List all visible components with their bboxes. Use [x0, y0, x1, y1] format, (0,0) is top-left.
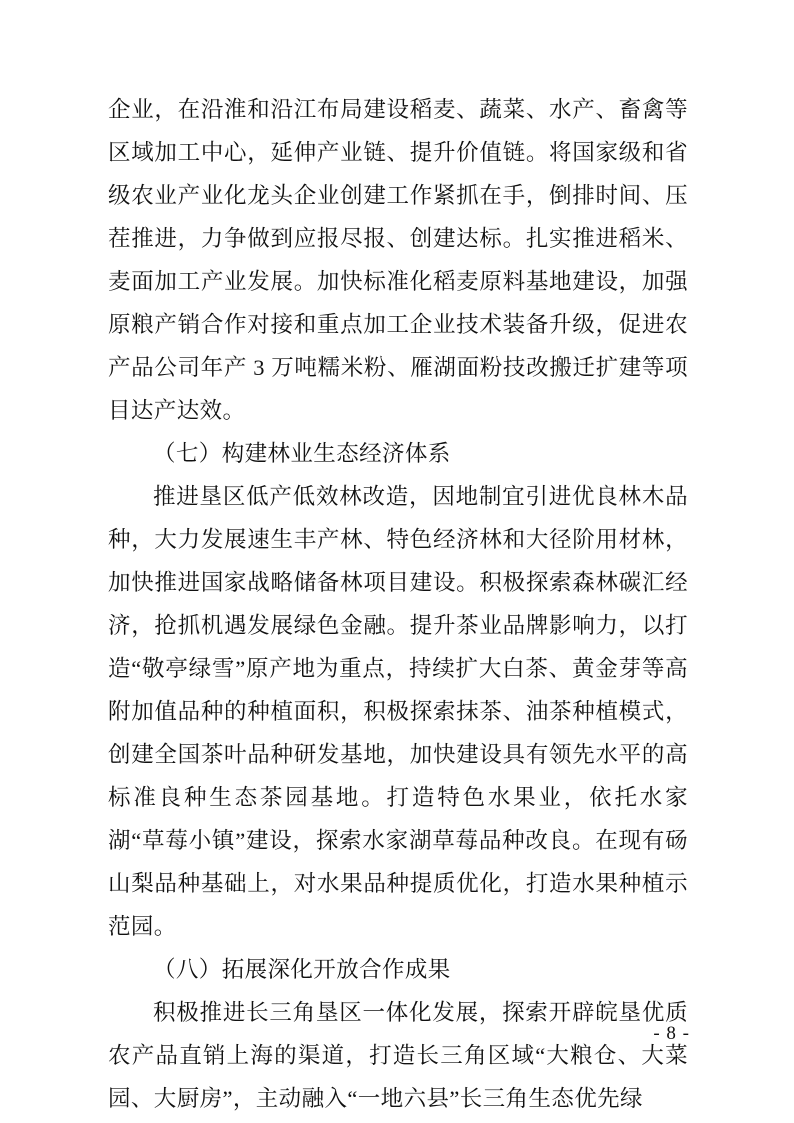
paragraph-forestry-economy: 推进垦区低产低效林改造，因地制宜引进优良林木品种，大力发展速生丰产林、特色经济林和大径阶用材林，加快推进国家战略储备林项目建设。积极探索森林碳汇经济，抢抓机遇发展绿色金融。提升茶业品牌影响力，以打造“敬亭绿雪”原产地为重点，持续扩大白茶、黄金芽等高附加值品种的种植面积，积极探索抹茶、油茶种植模式，创建全国茶叶品种研发基地，加快建设具有领先水平的高标准良种生态茶园基地。打造特色水果业，依托水家湖“草莓小镇”建设，探索水家湖草莓品种改良。在现有砀山梨品种基础上，对水果品种提质优化，打造水果种植示范园。 [108, 484, 688, 939]
section-heading-eight: （八）拓展深化开放合作成果 [153, 957, 451, 982]
paragraph-continuation: 企业，在沿淮和沿江布局建设稻麦、蔬菜、水产、畜禽等区域加工中心，延伸产业链、提升价值链。将国家级和省级农业产业化龙头企业创建工作紧抓在手，倒排时间、压茬推进，力争做到应报尽报、创建达标。扎实推进稻米、麦面加工产业发展。加快标准化稻麦原料基地建设，加强原粮产销合作对接和重点加工企业技术装备升级，促进农产品公司年产 3 万吨糯米粉、雁湖面粉技改搬迁扩建等项目达产达效。 [108, 97, 688, 423]
section-heading-seven: （七）构建林业生态经济体系 [153, 441, 451, 466]
paragraph-open-cooperation: 积极推进长三角垦区一体化发展，探索开辟皖垦优质农产品直销上海的渠道，打造长三角区域“大粮仓、大菜园、大厨房”，主动融入“一地六县”长三角生态优先绿 [108, 1000, 688, 1111]
page-content [108, 88, 688, 1120]
page-number: - 8 - [653, 1023, 690, 1044]
